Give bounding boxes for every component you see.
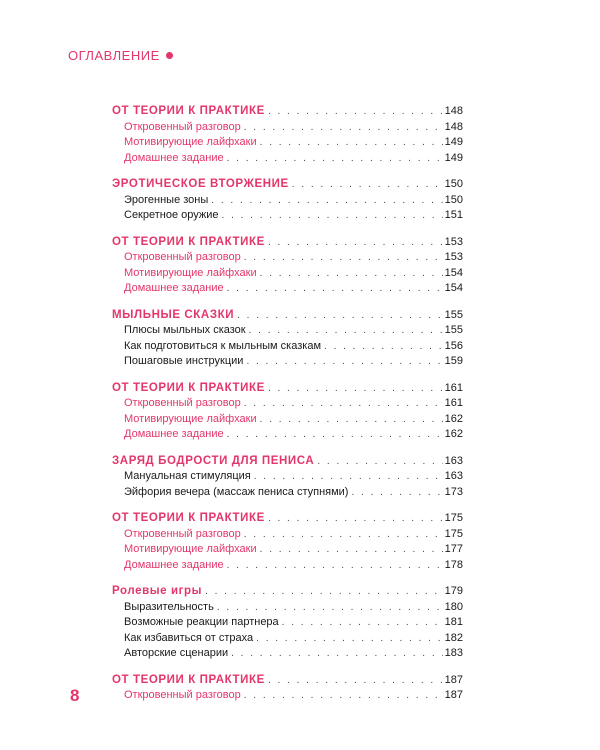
- dot-leader: [268, 381, 443, 397]
- toc-subsection-entry[interactable]: [112, 323, 463, 339]
- dot-leader: [227, 427, 443, 443]
- toc-subsection-entry[interactable]: [112, 688, 463, 704]
- toc-entry-title: Как подготовиться к мыльным сказкам: [124, 339, 322, 352]
- toc-entry-page: 173: [444, 485, 463, 498]
- toc-subsection-entry[interactable]: [112, 527, 463, 543]
- toc-entry-title: Мотивирующие лайфхаки: [124, 266, 257, 279]
- toc-entry-title: Домашнее задание: [124, 282, 224, 294]
- toc-entry-page: 151: [444, 209, 463, 221]
- toc-entry-page: 177: [444, 543, 463, 555]
- toc-entry-title: ЗАРЯД БОДРОСТИ ДЛЯ ПЕНИСА: [112, 454, 315, 467]
- toc-subsection-entry[interactable]: [112, 485, 463, 501]
- toc-entry-page: 175: [444, 527, 463, 540]
- toc-chapter-entry[interactable]: [112, 673, 463, 689]
- toc-subsection-entry[interactable]: [112, 208, 463, 224]
- toc-entry-page: 159: [444, 355, 463, 367]
- toc-subsection-entry[interactable]: [112, 558, 463, 574]
- page-number: 8: [70, 686, 80, 705]
- toc-entry-page: 150: [444, 178, 463, 190]
- toc-entry-title: Авторские сценарии: [124, 647, 229, 659]
- toc-entry-title: Плюсы мыльных сказок: [124, 324, 246, 336]
- toc-subsection-entry[interactable]: [112, 250, 463, 266]
- toc-entry-page: 161: [444, 381, 463, 394]
- dot-leader: [254, 469, 443, 485]
- toc-entry-page: 181: [444, 616, 463, 628]
- dot-leader: [324, 339, 443, 355]
- toc-section: [112, 308, 463, 370]
- toc-subsection-entry[interactable]: [112, 427, 463, 443]
- dot-leader: [260, 266, 443, 282]
- toc-entry-title: Откровенный разговор: [124, 527, 241, 540]
- toc-entry-page: 154: [444, 282, 463, 294]
- toc-entry-title: Откровенный разговор: [124, 689, 241, 701]
- toc-entry-page: 149: [444, 151, 463, 164]
- toc-entry-title: ОТ ТЕОРИИ К ПРАКТИКЕ: [112, 512, 265, 524]
- toc-subsection-entry[interactable]: [112, 135, 463, 151]
- dot-leader: [244, 250, 443, 266]
- toc-section: [112, 584, 463, 662]
- toc-section: [112, 381, 463, 443]
- toc-entry-title: Мотивирующие лайфхаки: [124, 543, 257, 555]
- toc-entry-title: Секретное оружие: [124, 209, 219, 221]
- toc-subsection-entry[interactable]: [112, 151, 463, 167]
- toc-entry-page: 149: [444, 136, 463, 148]
- dot-leader: [292, 177, 443, 193]
- toc-entry-title: Откровенный разговор: [124, 251, 241, 263]
- dot-leader: [222, 208, 443, 224]
- toc-entry-title: ОТ ТЕОРИИ К ПРАКТИКЕ: [112, 235, 265, 248]
- toc-entry-title: Откровенный разговор: [124, 120, 241, 133]
- toc-chapter-entry[interactable]: [112, 235, 463, 251]
- toc-section: [112, 511, 463, 573]
- toc-section: [112, 177, 463, 224]
- toc-subsection-entry[interactable]: [112, 646, 463, 662]
- dot-leader: [244, 396, 443, 412]
- dot-leader: [317, 454, 442, 470]
- dot-leader: [227, 151, 443, 167]
- toc-entry-title: Пошаговые инструкции: [124, 355, 244, 367]
- dot-leader: [244, 688, 443, 704]
- dot-leader: [244, 120, 443, 136]
- dot-leader: [237, 308, 443, 324]
- dot-leader: [227, 281, 443, 297]
- toc-entry-title: Как избавиться от страха: [124, 631, 254, 644]
- toc-subsection-entry[interactable]: [112, 615, 463, 631]
- toc-chapter-entry[interactable]: [112, 511, 463, 527]
- table-of-contents: [112, 104, 463, 715]
- toc-section: [112, 104, 463, 166]
- toc-entry-page: 163: [444, 470, 463, 482]
- toc-entry-page: 162: [444, 428, 463, 440]
- toc-entry-page: 187: [444, 673, 463, 686]
- dot-leader: [205, 584, 443, 600]
- toc-entry-title: Домашнее задание: [124, 558, 224, 571]
- toc-entry-page: 155: [444, 308, 463, 321]
- toc-subsection-entry[interactable]: [112, 120, 463, 136]
- dot-leader: [260, 412, 443, 428]
- dot-leader: [244, 527, 443, 543]
- dot-leader: [211, 193, 442, 209]
- toc-chapter-entry[interactable]: [112, 177, 463, 193]
- toc-entry-page: 179: [444, 585, 463, 597]
- toc-entry-title: Эрогенные зоны: [124, 193, 209, 206]
- toc-subsection-entry[interactable]: [112, 412, 463, 428]
- toc-subsection-entry[interactable]: [112, 266, 463, 282]
- toc-entry-page: 154: [444, 266, 463, 279]
- dot-leader: [231, 646, 443, 662]
- dot-leader: [268, 104, 443, 120]
- toc-entry-title: Возможные реакции партнера: [124, 616, 279, 628]
- toc-entry-page: 163: [444, 454, 463, 467]
- toc-chapter-entry[interactable]: [112, 104, 463, 120]
- toc-entry-title: Мотивирующие лайфхаки: [124, 136, 257, 148]
- toc-chapter-entry[interactable]: [112, 584, 463, 600]
- toc-entry-title: Домашнее задание: [124, 151, 224, 164]
- toc-entry-page: 156: [444, 339, 463, 352]
- running-header: [68, 48, 173, 63]
- toc-chapter-entry[interactable]: [112, 308, 463, 324]
- toc-entry-title: Откровенный разговор: [124, 397, 241, 409]
- toc-subsection-entry[interactable]: [112, 469, 463, 485]
- toc-section: [112, 673, 463, 704]
- dot-leader: [260, 135, 443, 151]
- toc-subsection-entry[interactable]: [112, 396, 463, 412]
- toc-entry-page: 178: [444, 558, 463, 571]
- dot-leader: [227, 558, 443, 574]
- toc-entry-page: 187: [444, 689, 463, 701]
- header-title: ОГЛАВЛЕНИЕ: [68, 48, 160, 63]
- dot-leader: [268, 235, 443, 251]
- toc-chapter-entry[interactable]: [112, 454, 463, 470]
- toc-subsection-entry[interactable]: [112, 600, 463, 616]
- dot-leader: [268, 673, 443, 689]
- toc-entry-page: 161: [444, 397, 463, 409]
- dot-leader: [217, 600, 443, 616]
- toc-entry-page: 148: [444, 105, 463, 117]
- toc-entry-title: Эйфория вечера (массаж пениса ступнями): [124, 485, 349, 498]
- toc-entry-page: 153: [444, 251, 463, 263]
- toc-entry-page: 150: [444, 193, 463, 206]
- toc-chapter-entry[interactable]: [112, 381, 463, 397]
- toc-entry-title: ЭРОТИЧЕСКОЕ ВТОРЖЕНИЕ: [112, 178, 289, 190]
- dot-leader: [246, 354, 442, 370]
- toc-entry-title: Ролевые игры: [112, 585, 203, 597]
- toc-entry-page: 183: [444, 647, 463, 659]
- toc-entry-title: Мануальная стимуляция: [124, 470, 251, 482]
- toc-entry-page: 180: [444, 600, 463, 613]
- bullet-dot-icon: [166, 52, 173, 59]
- dot-leader: [282, 615, 443, 631]
- toc-entry-page: 155: [444, 324, 463, 336]
- toc-subsection-entry[interactable]: [112, 631, 463, 647]
- toc-entry-title: ОТ ТЕОРИИ К ПРАКТИКЕ: [112, 673, 265, 686]
- dot-leader: [351, 485, 442, 501]
- toc-entry-title: Выразительность: [124, 600, 214, 613]
- toc-entry-page: 175: [444, 512, 463, 524]
- toc-entry-title: МЫЛЬНЫЕ СКАЗКИ: [112, 308, 235, 321]
- toc-entry-page: 148: [444, 120, 463, 133]
- toc-entry-page: 153: [444, 235, 463, 248]
- toc-entry-title: Домашнее задание: [124, 428, 224, 440]
- toc-subsection-entry[interactable]: [112, 339, 463, 355]
- dot-leader: [260, 542, 443, 558]
- toc-subsection-entry[interactable]: [112, 354, 463, 370]
- toc-entry-page: 162: [444, 412, 463, 425]
- toc-entry-title: ОТ ТЕОРИИ К ПРАКТИКЕ: [112, 105, 265, 117]
- dot-leader: [249, 323, 443, 339]
- dot-leader: [256, 631, 443, 647]
- toc-entry-title: ОТ ТЕОРИИ К ПРАКТИКЕ: [112, 381, 265, 394]
- dot-leader: [268, 511, 443, 527]
- toc-section: [112, 235, 463, 297]
- toc-subsection-entry[interactable]: [112, 281, 463, 297]
- toc-section: [112, 454, 463, 501]
- toc-entry-page: 182: [444, 631, 463, 644]
- toc-subsection-entry[interactable]: [112, 542, 463, 558]
- toc-subsection-entry[interactable]: [112, 193, 463, 209]
- toc-entry-title: Мотивирующие лайфхаки: [124, 412, 257, 425]
